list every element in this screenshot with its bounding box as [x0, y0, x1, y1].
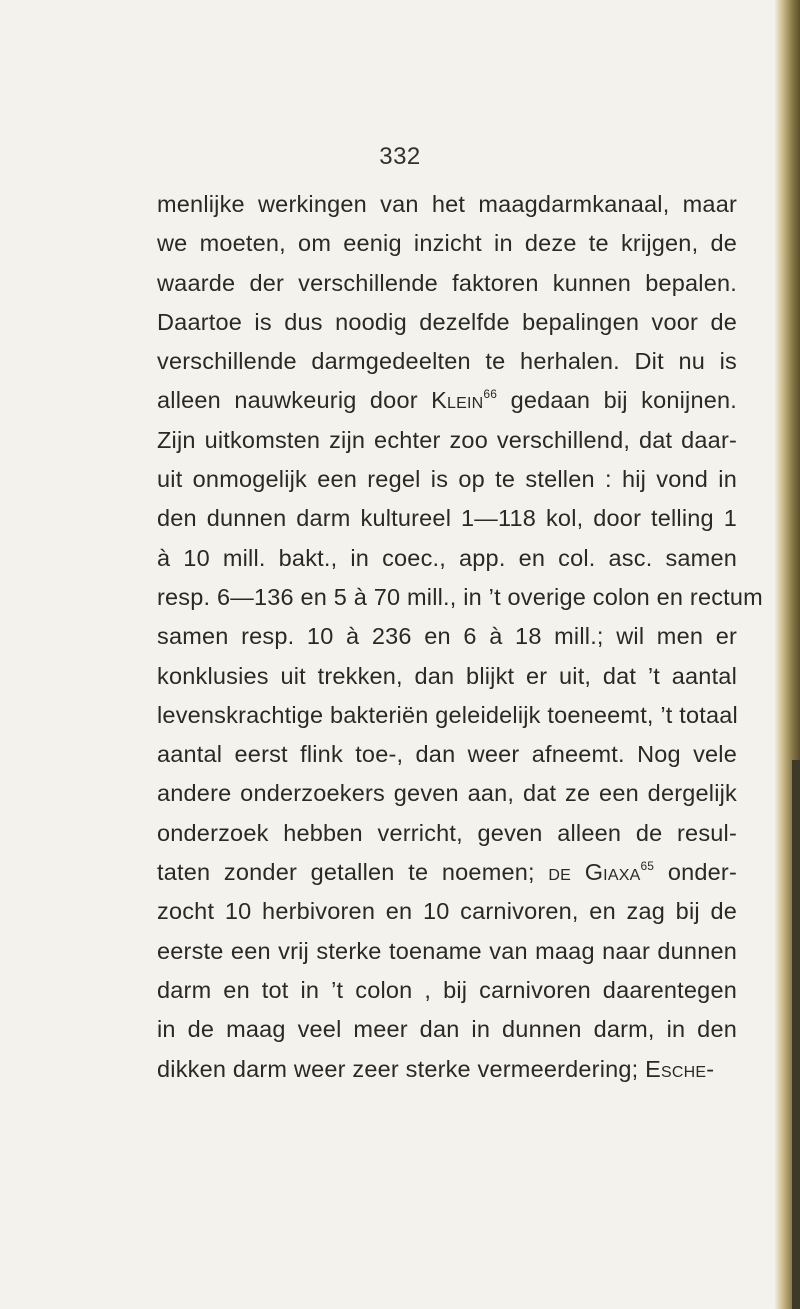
- text-line: [157, 342, 737, 381]
- text-segment: gedaan bij konijnen.: [497, 387, 737, 414]
- text-segment: darm en tot in ’t colon , bij carnivoren daarentegen: [157, 976, 737, 1003]
- text-segment: Zijn uitkomsten zijn echter zoo verschillend, dat daar-: [157, 426, 737, 453]
- text-line: [157, 303, 737, 342]
- text-segment: den dunnen darm kultureel 1—118 kol, door telling 1: [157, 505, 737, 532]
- text-line: [157, 539, 737, 578]
- text-line: [157, 224, 737, 263]
- text-line: [157, 381, 737, 420]
- footnote-reference: 66: [483, 387, 498, 402]
- text-line: [157, 1010, 737, 1049]
- text-segment: uit onmogelijk een regel is op te stellen : hij vond in: [157, 466, 737, 493]
- text-segment: verschillende darmgedeelten te herhalen. Dit nu is: [157, 348, 737, 375]
- text-line: [157, 264, 737, 303]
- text-segment: waarde der verschillende faktoren kunnen bepalen.: [157, 269, 737, 296]
- text-line: [157, 499, 737, 538]
- footnote-reference: 65: [640, 859, 655, 874]
- text-segment: resp. 6—136 en 5 à 70 mill., in ’t overige colon en rectum: [157, 583, 763, 610]
- text-segment: levenskrachtige bakteriën geleidelijk toeneemt, ’t totaal: [157, 701, 738, 728]
- text-line: [157, 617, 737, 656]
- author-name: Esche-: [645, 1055, 715, 1082]
- text-segment: konklusies uit trekken, dan blijkt er uit, dat ’t aantal: [157, 662, 737, 689]
- text-segment: samen resp. 10 à 236 en 6 à 18 mill.; wil men er: [157, 623, 737, 650]
- text-segment: aantal eerst flink toe-, dan weer afneemt. Nog vele: [157, 741, 737, 768]
- text-segment: andere onderzoekers geven aan, dat ze een dergelijk: [157, 780, 737, 807]
- text-line: [157, 1050, 737, 1089]
- text-line: [157, 735, 737, 774]
- text-line: [157, 853, 737, 892]
- text-segment: taten zonder getallen te noemen;: [157, 859, 549, 886]
- text-segment: à 10 mill. bakt., in coec., app. en col. asc. samen: [157, 544, 737, 571]
- text-line: [157, 774, 737, 813]
- text-segment: we moeten, om eenig inzicht in deze te krijgen, de: [157, 230, 737, 257]
- text-line: [157, 892, 737, 931]
- text-line: [157, 932, 737, 971]
- page-edge-binding: [792, 760, 800, 1309]
- author-name: de Giaxa: [548, 859, 641, 886]
- text-line: [157, 814, 737, 853]
- text-segment: onderzoek hebben verricht, geven alleen de resul-: [157, 819, 737, 846]
- text-segment: eerste een vrij sterke toename van maag naar dunnen: [157, 937, 737, 964]
- text-segment: in de maag veel meer dan in dunnen darm, in den: [157, 1016, 737, 1043]
- text-segment: Daartoe is dus noodig dezelfde bepalingen voor de: [157, 308, 737, 335]
- text-segment: onder-: [654, 859, 737, 886]
- text-line: [157, 971, 737, 1010]
- text-segment: alleen nauwkeurig door: [157, 387, 432, 414]
- text-line: [157, 185, 737, 224]
- text-segment: dikken darm weer zeer sterke vermeerdering;: [157, 1055, 646, 1082]
- text-segment: zocht 10 herbivoren en 10 carnivoren, en zag bij de: [157, 898, 737, 925]
- author-name: Klein: [431, 387, 484, 414]
- text-line: [157, 421, 737, 460]
- text-line: [157, 696, 737, 735]
- text-line: [157, 578, 763, 617]
- body-text: [157, 185, 763, 1089]
- text-line: [157, 460, 737, 499]
- page-number: 332: [379, 143, 421, 170]
- text-line: [157, 657, 737, 696]
- text-segment: menlijke werkingen van het maagdarmkanaal, maar: [157, 191, 737, 217]
